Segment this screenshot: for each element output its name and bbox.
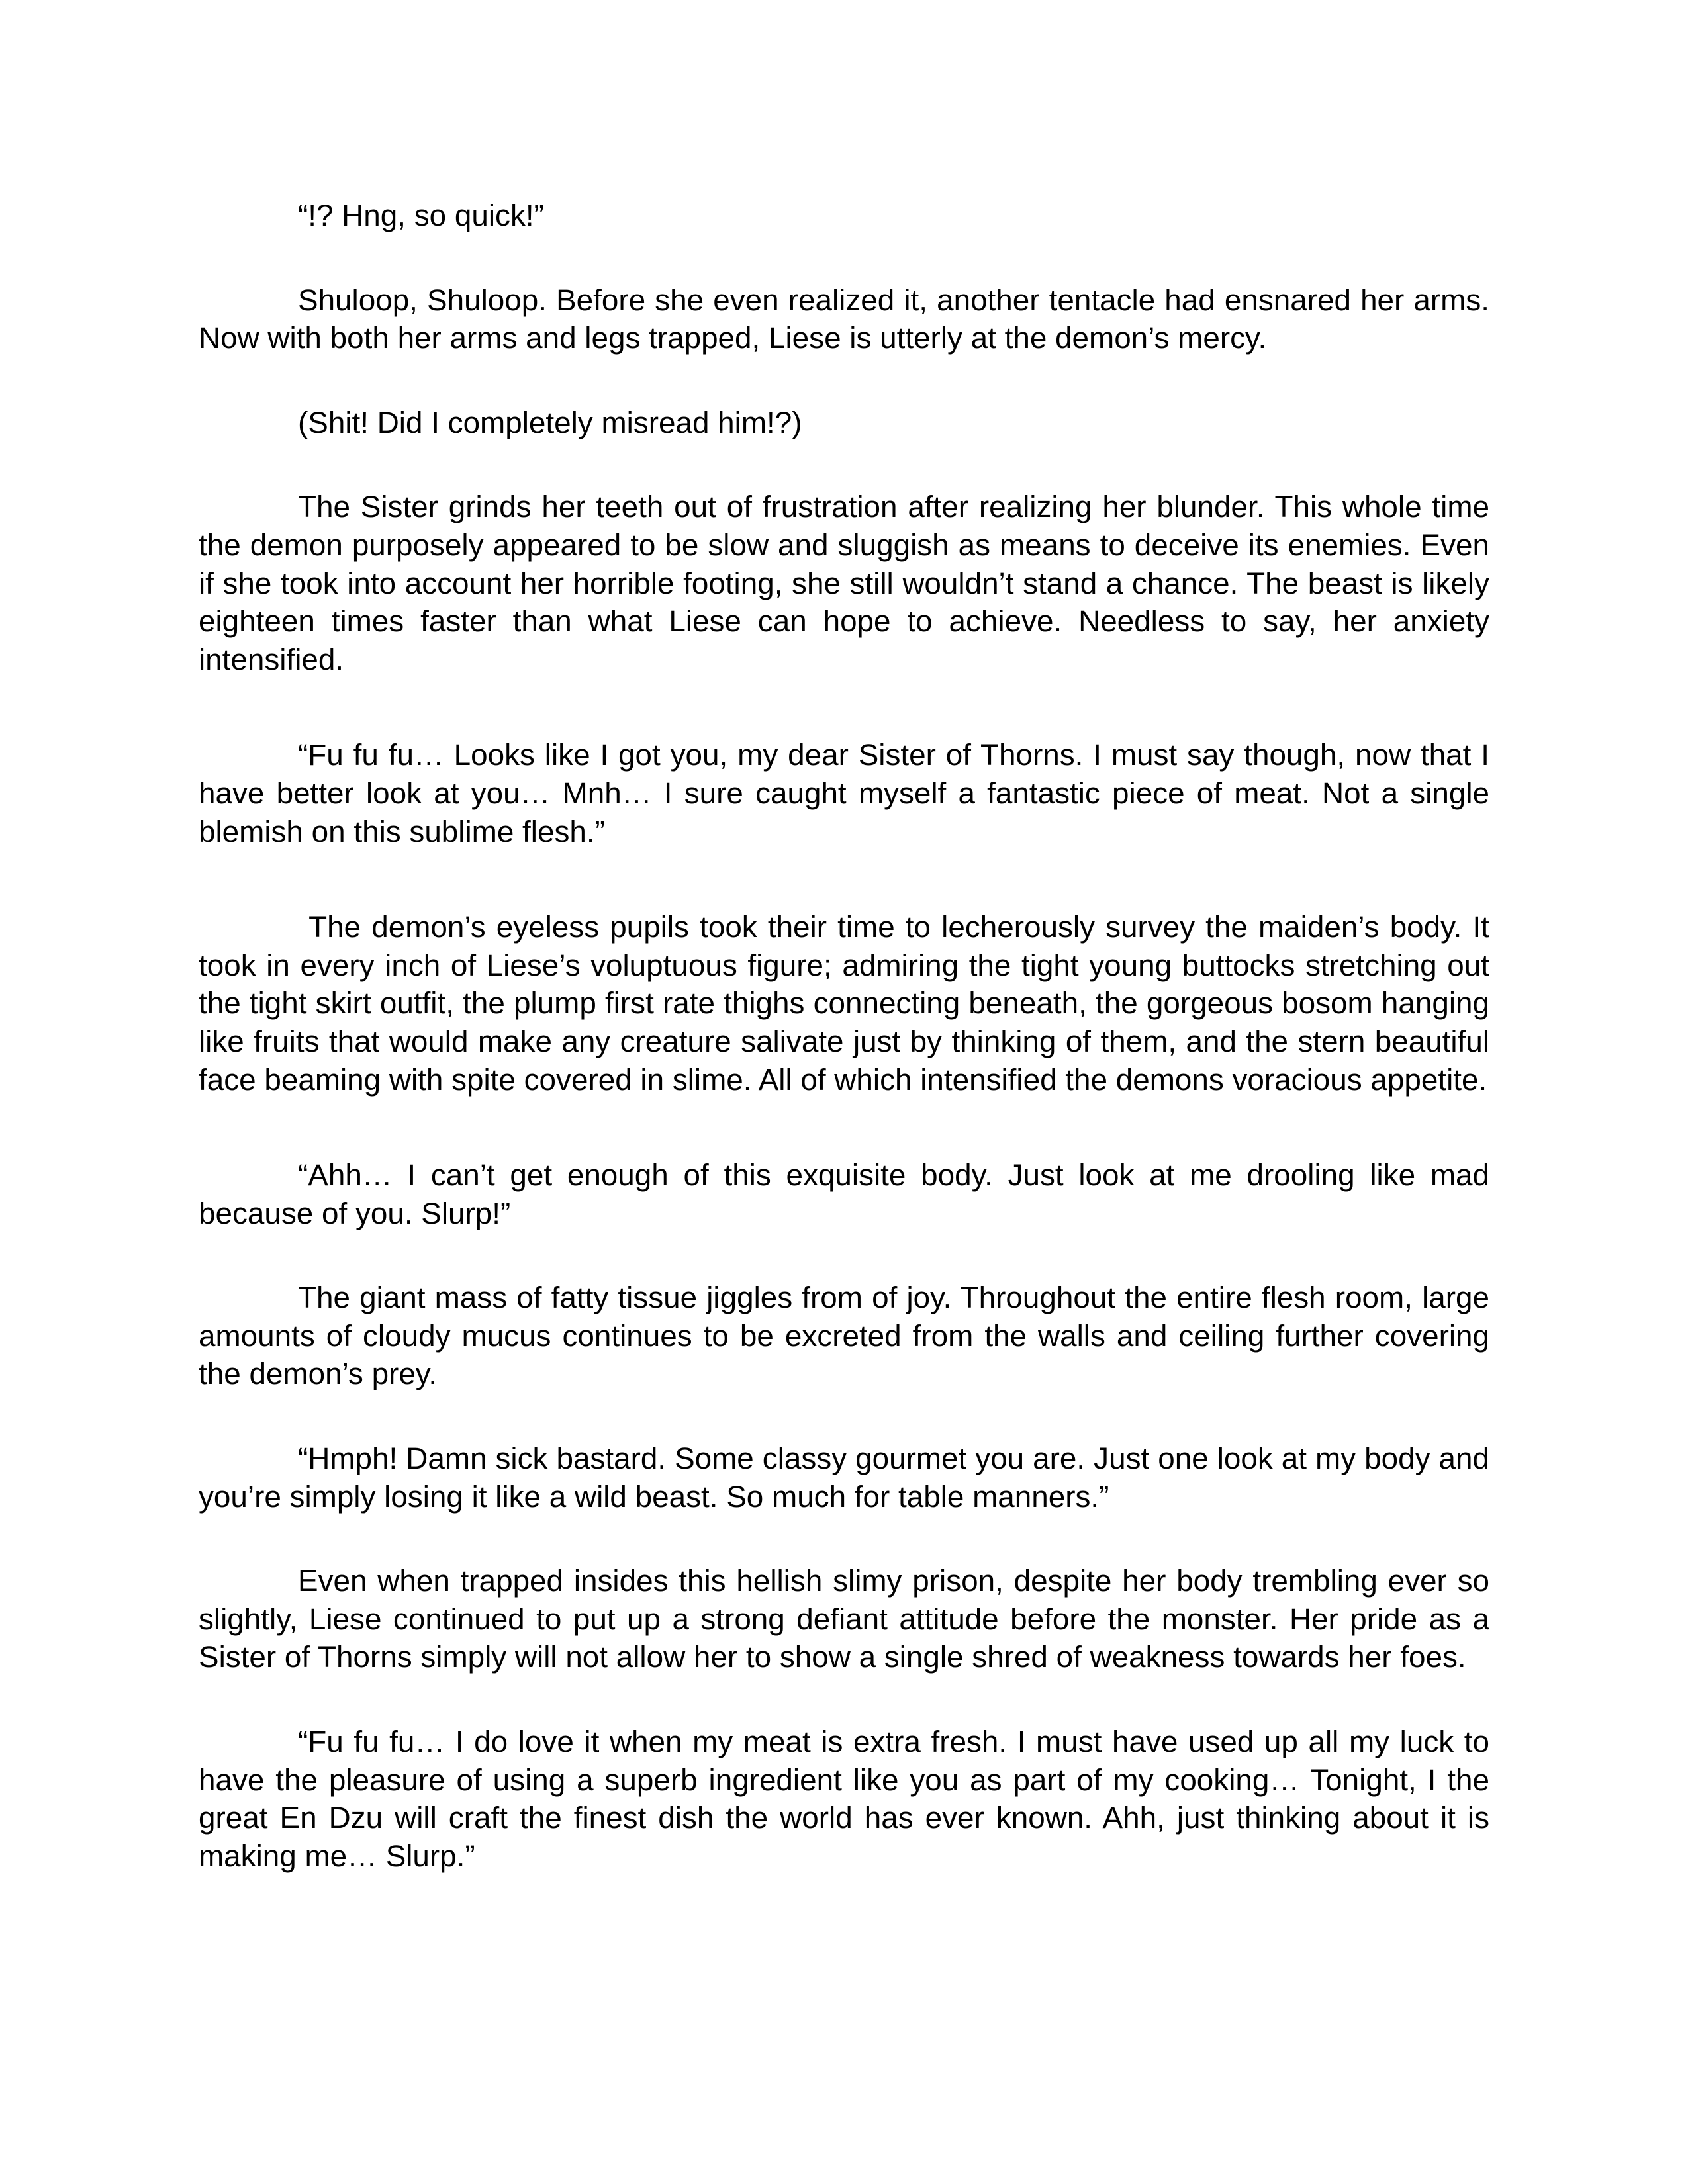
paragraph: “Hmph! Damn sick bastard. Some classy gourmet you are. Just one look at my body and you’re simply losing it like a wild beast. So much for table manners.”	[199, 1441, 1498, 1514]
paragraph: The Sister grinds her teeth out of frustration after realizing her blunder. This whole time the demon purposely appeared to be slow and sluggish as means to deceive its enemies. Even if she took into account her horrible footing, she still wouldn’t stand a chance. The beast is likely eighteen times faster than what Liese can hope to achieve. Needless to say, her anxiety intensified.	[199, 490, 1498, 676]
paragraph: Shuloop, Shuloop. Before she even realized it, another tentacle had ensnared her arms. Now with both her arms and legs trapped, Liese is utterly at the demon’s mercy.	[199, 283, 1498, 355]
paragraph: “Ahh… I can’t get enough of this exquisite body. Just look at me drooling like mad because of you. Slurp!”	[199, 1158, 1498, 1230]
document-text-body	[199, 197, 1498, 1875]
paragraph: “Fu fu fu… I do love it when my meat is extra fresh. I must have used up all my luck to have the pleasure of using a superb ingredient like you as part of my cooking… Tonight, I the great En Dzu will craft the finest dish the world has ever known. Ahh, just thinking about it is making me… Slurp.”	[199, 1725, 1498, 1873]
paragraph: The demon’s eyeless pupils took their time to lecherously survey the maiden’s body. It took in every inch of Liese’s voluptuous figure; admiring the tight young buttocks stretching out the tight skirt outfit, the plump first rate thighs connecting beneath, the gorgeous bosom hanging like fruits that would make any creature salivate just by thinking of them, and the stern beautiful face beaming with spite covered in slime. All of which intensified the demons voracious appetite.	[199, 910, 1498, 1097]
paragraph: “Fu fu fu… Looks like I got you, my dear Sister of Thorns. I must say though, now that I have better look at you… Mnh… I sure caught myself a fantastic piece of meat. Not a single blemish on this sublime flesh.”	[199, 738, 1498, 848]
paragraph: The giant mass of fatty tissue jiggles from of joy. Throughout the entire flesh room, large amounts of cloudy mucus continues to be excreted from the walls and ceiling further covering the demon’s prey.	[199, 1281, 1498, 1391]
paragraph: “!? Hng, so quick!”	[298, 199, 544, 232]
paragraph: (Shit! Did I completely misread him!?)	[298, 405, 802, 439]
paragraph: Even when trapped insides this hellish slimy prison, despite her body trembling ever so slightly, Liese continued to put up a strong defiant attitude before the monster. Her pride as a Sister of Thorns simply will not allow her to show a single shred of weakness towards her foes.	[199, 1564, 1498, 1674]
